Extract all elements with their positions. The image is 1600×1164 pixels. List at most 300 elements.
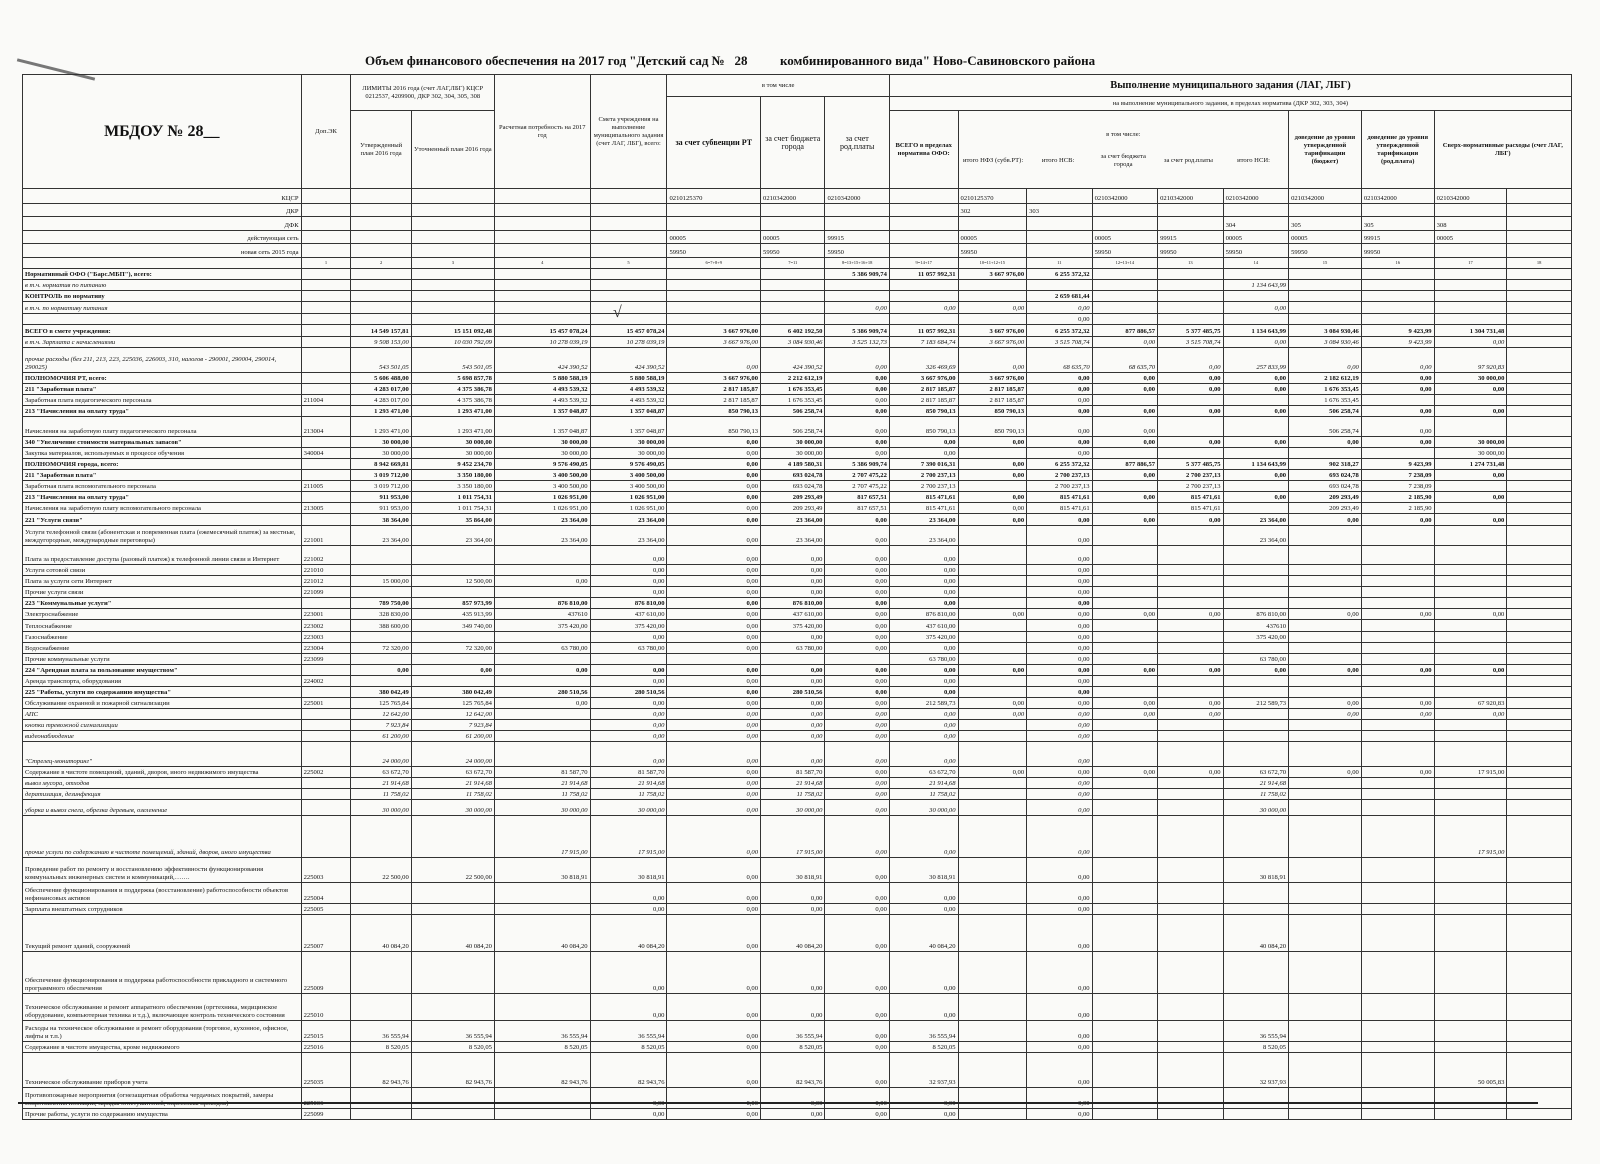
column-number: 14 [1223, 257, 1288, 268]
net2015-row-cell [1027, 244, 1092, 258]
cell-ov [1434, 1087, 1507, 1108]
cell-ct: 30 818,91 [761, 858, 825, 883]
cell-nc [1092, 291, 1157, 302]
cell-ct: 0,00 [761, 664, 825, 675]
cell-sv: 0,00 [667, 348, 761, 373]
cell-r: 11 758,02 [411, 789, 494, 800]
cell-p: 0,00 [825, 731, 889, 742]
cell-nfz [958, 653, 1027, 664]
row-code: 225005 [301, 903, 351, 914]
cell-ov [1434, 620, 1507, 631]
row-label: 211 "Заработная плата" [23, 470, 302, 481]
net2015-row-cell [351, 244, 411, 258]
row-label: Плата за предоставление доступа (разовый платеж) к телефонной линии связи и Интернет [23, 546, 302, 564]
cell-nsv: 0,00 [1027, 576, 1092, 587]
cell-nfz [958, 903, 1027, 914]
cell-sv: 0,00 [667, 789, 761, 800]
kcsr-row-cell [494, 189, 590, 204]
cell-a [351, 883, 411, 904]
net-row-cell [1507, 230, 1572, 244]
hdr-calc-need: Расчетная потребность на 2017 год [494, 75, 590, 189]
cell-tn: 7 183 684,74 [889, 336, 958, 347]
table-row [23, 952, 1572, 994]
net2015-row-cell [1434, 244, 1507, 258]
table-row [23, 302, 1572, 313]
table-row [23, 372, 1572, 383]
cell-tp [1361, 653, 1434, 664]
cell-r: 35 864,00 [411, 514, 494, 525]
net2015-row [23, 244, 1572, 258]
cell-tn: 2 817 185,87 [889, 383, 958, 394]
cell-cn [494, 546, 590, 564]
row-code: 225035 [301, 1053, 351, 1088]
table-row [23, 1108, 1572, 1119]
net2015-row-cell [889, 244, 958, 258]
cell-nsv: 0,00 [1027, 816, 1092, 858]
row-code: 223003 [301, 631, 351, 642]
cell-e [590, 269, 667, 280]
cell-nfz: 0,00 [958, 609, 1027, 620]
cell-a: 11 758,02 [351, 789, 411, 800]
cell-nsv: 0,00 [1027, 952, 1092, 994]
cell-a: 61 200,00 [351, 731, 411, 742]
cell-ov: 17 915,00 [1434, 767, 1507, 778]
cell-e [590, 291, 667, 302]
cell-nsi: 23 364,00 [1223, 514, 1288, 525]
net2015-row-cell: 59950 [958, 244, 1027, 258]
cell-np [1158, 952, 1223, 994]
cell-ct [761, 280, 825, 291]
cell-r [411, 903, 494, 914]
cell-tn: 0,00 [889, 687, 958, 698]
cell-tp [1361, 546, 1434, 564]
row-label: Нормативный ОФО ("Барс.МБП"), всего: [23, 269, 302, 280]
cell-e: 63 780,00 [590, 642, 667, 653]
kcsr-row-cell: 0210342000 [1289, 189, 1362, 204]
dkr-row-cell [301, 203, 351, 217]
cell-np: 0,00 [1158, 698, 1223, 709]
cell-cn [494, 675, 590, 686]
cell-tp [1361, 816, 1434, 858]
cell-nfz [958, 1021, 1027, 1042]
cell-nfz [958, 731, 1027, 742]
table-row [23, 1042, 1572, 1053]
cell-nsv: 815 471,61 [1027, 503, 1092, 514]
hdr-limits: ЛИМИТЫ 2016 года (счет ЛАГ,ЛБГ) КЦСР 0212537, 4209900, ДКР 302, 304, 305, 308 [351, 75, 494, 111]
cell-np: 5 377 485,75 [1158, 324, 1223, 336]
kcsr-row-cell: 0210342000 [825, 189, 889, 204]
cell-tn: 326 469,69 [889, 348, 958, 373]
cell-tn: 2 700 237,13 [889, 470, 958, 481]
row-pad [1507, 394, 1572, 405]
table-row [23, 405, 1572, 416]
cell-ov [1434, 903, 1507, 914]
cell-tb [1289, 653, 1362, 664]
row-code [301, 709, 351, 720]
cell-tn: 0,00 [889, 576, 958, 587]
row-pad [1507, 492, 1572, 503]
cell-nsi [1223, 269, 1288, 280]
cell-cn: 876 810,00 [494, 598, 590, 609]
cell-p: 2 707 475,22 [825, 470, 889, 481]
kcsr-row-cell [889, 189, 958, 204]
cell-nsv: 0,00 [1027, 993, 1092, 1020]
cell-nc: 0,00 [1092, 470, 1157, 481]
row-code [301, 742, 351, 767]
cell-a [351, 675, 411, 686]
row-code: 225002 [301, 767, 351, 778]
net-row-cell [351, 230, 411, 244]
cell-tn: 815 471,61 [889, 503, 958, 514]
dfk-row-cell [958, 217, 1027, 231]
cell-tp [1361, 742, 1434, 767]
cell-cn: 11 758,02 [494, 789, 590, 800]
cell-ov [1434, 313, 1507, 324]
cell-nc [1092, 631, 1157, 642]
cell-ov [1434, 858, 1507, 883]
cell-ov [1434, 720, 1507, 731]
row-pad [1507, 642, 1572, 653]
cell-nsi [1223, 587, 1288, 598]
table-header [23, 75, 1572, 189]
cell-np: 815 471,61 [1158, 503, 1223, 514]
row-pad [1507, 417, 1572, 437]
cell-p: 3 525 132,73 [825, 336, 889, 347]
cell-p [825, 1087, 889, 1108]
cell-p: 0,00 [825, 816, 889, 858]
cell-cn: 1 026 951,00 [494, 492, 590, 503]
cell-ov [1434, 653, 1507, 664]
cell-nsv: 0,00 [1027, 620, 1092, 631]
cell-tp: 7 238,09 [1361, 481, 1434, 492]
table-row [23, 742, 1572, 767]
cell-nsi [1223, 816, 1288, 858]
cell-nc [1092, 564, 1157, 575]
cell-tb [1289, 525, 1362, 546]
cell-cn [494, 720, 590, 731]
cell-r: 349 740,00 [411, 620, 494, 631]
hdr-city: за счет бюджета города [761, 97, 825, 189]
row-code [301, 800, 351, 816]
row-pad [1507, 631, 1572, 642]
dfk-row-cell [590, 217, 667, 231]
kcsr-row-cell: 0210342000 [1158, 189, 1223, 204]
cell-nsi: 0,00 [1223, 372, 1288, 383]
cell-sv: 0,00 [667, 436, 761, 447]
cell-nfz: 0,00 [958, 698, 1027, 709]
cell-r [411, 269, 494, 280]
net2015-row-cell: 99950 [1361, 244, 1434, 258]
cell-tp [1361, 291, 1434, 302]
cell-tb: 209 293,49 [1289, 503, 1362, 514]
cell-nfz [958, 883, 1027, 904]
cell-tb [1289, 800, 1362, 816]
cell-sv: 0,00 [667, 993, 761, 1020]
row-label: прочие услуги по содержанию в чистоте помещений, зданий, дворов, иного имущества [23, 816, 302, 858]
cell-tp [1361, 952, 1434, 994]
cell-tb [1289, 280, 1362, 291]
cell-ct [761, 302, 825, 313]
cell-tp: 9 423,99 [1361, 336, 1434, 347]
cell-ov [1434, 564, 1507, 575]
cell-ct: 11 758,02 [761, 789, 825, 800]
table-row [23, 642, 1572, 653]
table-row [23, 709, 1572, 720]
column-number: 11 [1027, 257, 1092, 268]
cell-nfz [958, 993, 1027, 1020]
cell-cn: 21 914,68 [494, 778, 590, 789]
cell-np: 0,00 [1158, 664, 1223, 675]
cell-tn: 0,00 [889, 883, 958, 904]
row-pad [1507, 587, 1572, 598]
cell-sv: 0,00 [667, 564, 761, 575]
cell-tp [1361, 1021, 1434, 1042]
cell-nsi: 1 134 643,99 [1223, 324, 1288, 336]
cell-nsv: 3 515 708,74 [1027, 336, 1092, 347]
cell-tn: 850 790,13 [889, 405, 958, 416]
row-code: 213005 [301, 503, 351, 514]
kcsr-row-label: КЦСР [23, 189, 302, 204]
cell-nc [1092, 903, 1157, 914]
row-label: в т.ч. Зарплата с начислениями [23, 336, 302, 347]
row-label: Содержание в чистоте помещений, зданий, дворов, иного недвижимого имущества [23, 767, 302, 778]
cell-a: 23 364,00 [351, 525, 411, 546]
cell-sv: 0,00 [667, 1108, 761, 1119]
hdr-dop-ek: Доп.ЭК [301, 75, 351, 189]
cell-tp [1361, 576, 1434, 587]
hdr-refined: Уточненный план 2016 года [411, 111, 494, 189]
cell-p: 0,00 [825, 720, 889, 731]
table-row [23, 324, 1572, 336]
cell-tp: 0,00 [1361, 698, 1434, 709]
code-rows [23, 189, 1572, 269]
row-pad [1507, 1021, 1572, 1042]
cell-nfz [958, 631, 1027, 642]
row-code: 224002 [301, 675, 351, 686]
cell-e: 30 000,00 [590, 447, 667, 458]
cell-nsv: 0,00 [1027, 302, 1092, 313]
hdr-parent: за счет род.платы [825, 97, 889, 189]
cell-a: 21 914,68 [351, 778, 411, 789]
cell-np: 2 700 237,13 [1158, 481, 1223, 492]
kcsr-row-cell: 0210125370 [958, 189, 1027, 204]
cell-tn: 40 084,20 [889, 915, 958, 952]
cell-nsv: 0,00 [1027, 789, 1092, 800]
row-pad [1507, 458, 1572, 469]
hdr-nsv: итого НСВ: [1041, 156, 1075, 164]
net2015-row-label: новая сеть 2015 года [23, 244, 302, 258]
cell-np [1158, 915, 1223, 952]
cell-tb: 902 318,27 [1289, 458, 1362, 469]
cell-e: 0,00 [590, 631, 667, 642]
cell-e: 0,00 [590, 952, 667, 994]
cell-ct: 21 914,68 [761, 778, 825, 789]
cell-e: 0,00 [590, 709, 667, 720]
row-code: 225099 [301, 1108, 351, 1119]
row-pad [1507, 767, 1572, 778]
cell-e: 0,00 [590, 564, 667, 575]
row-label: 221 "Услуги связи" [23, 514, 302, 525]
cell-nfz [958, 1053, 1027, 1088]
cell-p: 0,00 [825, 687, 889, 698]
cell-tn: 437 610,00 [889, 620, 958, 631]
cell-r [411, 952, 494, 994]
cell-tb: 0,00 [1289, 709, 1362, 720]
cell-p: 0,00 [825, 993, 889, 1020]
cell-ct: 0,00 [761, 993, 825, 1020]
cell-r: 30 000,00 [411, 447, 494, 458]
cell-ct: 693 024,78 [761, 470, 825, 481]
cell-a: 15 000,00 [351, 576, 411, 587]
cell-e: 0,00 [590, 664, 667, 675]
row-label: Расходы на техническое обслуживание и ремонт оборудования (торговое, кухонное, офисное, лифты и т.п.) [23, 1021, 302, 1042]
cell-r [411, 675, 494, 686]
row-label: дератизация, дезинфекция [23, 789, 302, 800]
cell-tn: 0,00 [889, 564, 958, 575]
dfk-row-cell: 304 [1223, 217, 1288, 231]
cell-cn [494, 291, 590, 302]
cell-np: 0,00 [1158, 767, 1223, 778]
cell-r: 15 151 092,48 [411, 324, 494, 336]
cell-nsi [1223, 687, 1288, 698]
net2015-row-cell: 59950 [761, 244, 825, 258]
net2015-row-cell [411, 244, 494, 258]
cell-nc [1092, 731, 1157, 742]
row-label: Прочие работы, услуги по содержанию имущества [23, 1108, 302, 1119]
row-pad [1507, 903, 1572, 914]
dkr-row-cell [1223, 203, 1288, 217]
cell-p [825, 280, 889, 291]
cell-sv: 0,00 [667, 664, 761, 675]
cell-sv: 3 667 976,00 [667, 324, 761, 336]
cell-r: 1 011 754,31 [411, 503, 494, 514]
cell-tn: 11 057 992,31 [889, 269, 958, 280]
row-code: 211005 [301, 481, 351, 492]
cell-tp [1361, 587, 1434, 598]
cell-nsv: 0,00 [1027, 1042, 1092, 1053]
cell-e: 0,00 [590, 993, 667, 1020]
dkr-row-cell [1289, 203, 1362, 217]
net2015-row-cell: 59950 [1289, 244, 1362, 258]
cell-nc [1092, 883, 1157, 904]
cell-a: 4 283 017,00 [351, 394, 411, 405]
cell-ov [1434, 731, 1507, 742]
cell-nc [1092, 280, 1157, 291]
cell-p: 0,00 [825, 675, 889, 686]
row-label: в т.ч. по нормативу питания [23, 302, 302, 313]
row-label: 213 "Начисления на оплату труда" [23, 405, 302, 416]
hdr-exec-sub: на выполнение муниципального задания, в пределах норматива (ДКР 302, 303, 304) [889, 97, 1571, 111]
cell-ct: 82 943,76 [761, 1053, 825, 1088]
cell-nsv: 0,00 [1027, 394, 1092, 405]
cell-tn: 0,00 [889, 642, 958, 653]
cell-r: 63 672,70 [411, 767, 494, 778]
dkr-row-cell: 302 [958, 203, 1027, 217]
net-row-cell: 00005 [958, 230, 1027, 244]
cell-np [1158, 1021, 1223, 1042]
cell-sv: 3 667 976,00 [667, 372, 761, 383]
dfk-row-cell [889, 217, 958, 231]
cell-tn: 850 790,13 [889, 417, 958, 437]
row-label: ПОЛНОМОЧИЯ РТ, всего: [23, 372, 302, 383]
data-rows [23, 269, 1572, 1120]
cell-r: 5 698 857,78 [411, 372, 494, 383]
cell-p: 0,00 [825, 564, 889, 575]
row-code [301, 816, 351, 858]
row-pad [1507, 993, 1572, 1020]
cell-nsv: 0,00 [1027, 903, 1092, 914]
net-row-cell [889, 230, 958, 244]
column-number: 16 [1361, 257, 1434, 268]
row-label: Текущий ремонт зданий, сооружений [23, 915, 302, 952]
cell-nsi: 32 937,93 [1223, 1053, 1288, 1088]
cell-tp [1361, 631, 1434, 642]
cell-nc [1092, 642, 1157, 653]
cell-ct: 1 676 353,45 [761, 394, 825, 405]
cell-e [590, 280, 667, 291]
cell-tp [1361, 731, 1434, 742]
cell-tp [1361, 675, 1434, 686]
column-numbers-row [23, 257, 1572, 268]
cell-r: 8 520,05 [411, 1042, 494, 1053]
row-label: Закупка материалов, используемых в процессе обучения [23, 447, 302, 458]
cell-nfz [958, 481, 1027, 492]
cell-nfz [958, 546, 1027, 564]
cell-nsi [1223, 576, 1288, 587]
cell-e: 3 400 500,00 [590, 470, 667, 481]
dfk-row-cell [351, 217, 411, 231]
table-row [23, 675, 1572, 686]
cell-nc: 0,00 [1092, 417, 1157, 437]
cell-ov [1434, 915, 1507, 952]
cell-r: 1 293 471,00 [411, 405, 494, 416]
row-code: 221012 [301, 576, 351, 587]
cell-e: 8 520,05 [590, 1042, 667, 1053]
kcsr-row-cell [590, 189, 667, 204]
row-code: 223002 [301, 620, 351, 631]
cell-sv: 0,00 [667, 816, 761, 858]
cell-nc: 0,00 [1092, 436, 1157, 447]
cell-nsi [1223, 993, 1288, 1020]
row-label: Заработная плата педагогического персонала [23, 394, 302, 405]
kcsr-row-cell: 0210342000 [761, 189, 825, 204]
cell-p: 5 386 909,74 [825, 269, 889, 280]
cell-nfz [958, 789, 1027, 800]
cell-cn [494, 587, 590, 598]
cell-nsv: 68 635,70 [1027, 348, 1092, 373]
cell-ov [1434, 642, 1507, 653]
net-row-label: действующая сеть [23, 230, 302, 244]
cell-np: 0,00 [1158, 348, 1223, 373]
row-pad [1507, 348, 1572, 373]
row-code: 225003 [301, 858, 351, 883]
cell-ct: 0,00 [761, 883, 825, 904]
cell-ct: 0,00 [761, 675, 825, 686]
cell-ov [1434, 1108, 1507, 1119]
table-row [23, 767, 1572, 778]
cell-tn: 3 667 976,00 [889, 372, 958, 383]
cell-cn: 30 000,00 [494, 436, 590, 447]
cell-tp [1361, 915, 1434, 952]
cell-nfz: 0,00 [958, 436, 1027, 447]
cell-nfz: 0,00 [958, 458, 1027, 469]
cell-a [351, 816, 411, 858]
table-row [23, 800, 1572, 816]
cell-p: 0,00 [825, 525, 889, 546]
row-pad [1507, 789, 1572, 800]
cell-nsv: 0,00 [1027, 1021, 1092, 1042]
cell-ov [1434, 417, 1507, 437]
